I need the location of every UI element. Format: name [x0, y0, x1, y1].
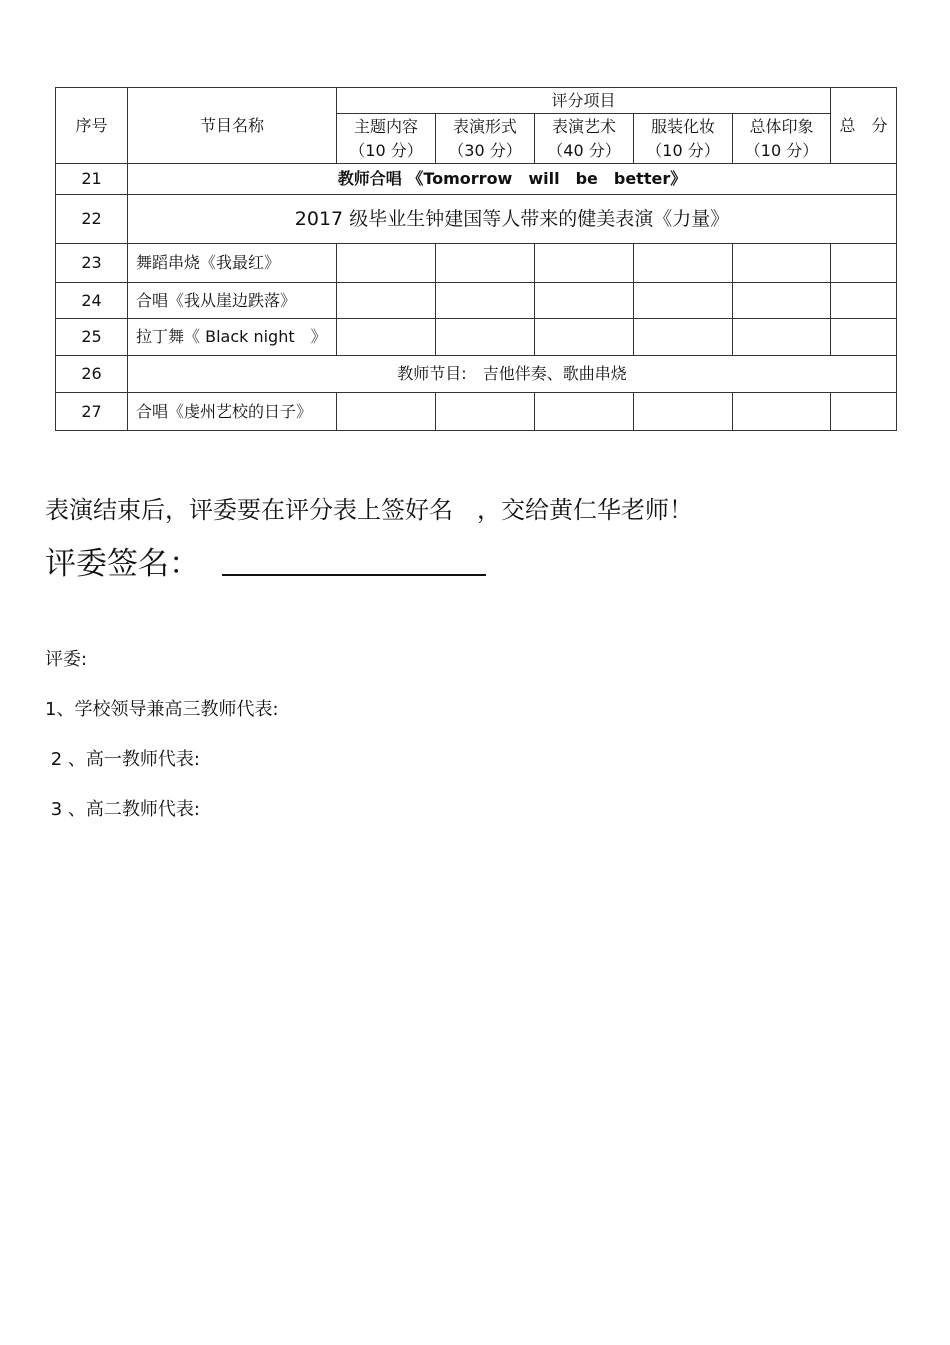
- row-seq: 22: [56, 195, 128, 244]
- header-item-theme: 主题内容 （10 分）: [337, 114, 436, 164]
- score-cell[interactable]: [733, 319, 831, 356]
- score-cell[interactable]: [436, 319, 535, 356]
- row-program-name: 拉丁舞《 Black night 》: [128, 319, 337, 356]
- table-row: [56, 244, 897, 283]
- score-cell[interactable]: [337, 319, 436, 356]
- score-cell[interactable]: [337, 393, 436, 431]
- header-item-art: 表演艺术 （40 分）: [535, 114, 634, 164]
- row-program-name: 合唱《我从崖边跌落》: [128, 283, 337, 319]
- judges-heading: 评委:: [45, 649, 88, 670]
- row-seq: 27: [56, 393, 128, 431]
- score-cell[interactable]: [436, 393, 535, 431]
- score-cell[interactable]: [634, 283, 733, 319]
- score-cell[interactable]: [634, 319, 733, 356]
- row-seq: 26: [56, 356, 128, 393]
- row-seq: 25: [56, 319, 128, 356]
- row-program-name: 教师节目: 吉他伴奏、歌曲串烧: [128, 356, 897, 393]
- scoring-table: [55, 87, 897, 431]
- total-cell[interactable]: [831, 393, 897, 431]
- table-row: [56, 164, 897, 195]
- score-cell[interactable]: [733, 283, 831, 319]
- total-cell[interactable]: [831, 244, 897, 283]
- header-total: 总 分: [831, 88, 897, 164]
- table-row: [56, 319, 897, 356]
- table-row: [56, 393, 897, 431]
- row-program-name: 2017 级毕业生钟建国等人带来的健美表演《力量》: [128, 195, 897, 244]
- score-cell[interactable]: [634, 244, 733, 283]
- row-program-name: 合唱《虔州艺校的日子》: [128, 393, 337, 431]
- score-cell[interactable]: [733, 244, 831, 283]
- table-row: [56, 356, 897, 393]
- score-cell[interactable]: [337, 244, 436, 283]
- header-item-form: 表演形式 （30 分）: [436, 114, 535, 164]
- notice-text: 表演结束后，评委要在评分表上签好名 ，交给黄仁华老师！: [45, 496, 693, 524]
- signature-line[interactable]: [222, 574, 486, 576]
- table-row: [56, 283, 897, 319]
- header-seq: 序号: [56, 88, 128, 164]
- total-cell[interactable]: [831, 283, 897, 319]
- score-cell[interactable]: [436, 283, 535, 319]
- score-cell[interactable]: [535, 319, 634, 356]
- row-program-name: 教师合唱 《Tomorrow will be better》: [128, 164, 897, 195]
- header-item-costume: 服装化妆 （10 分）: [634, 114, 733, 164]
- score-cell[interactable]: [733, 393, 831, 431]
- header-item-impression: 总体印象 （10 分）: [733, 114, 831, 164]
- row-seq: 24: [56, 283, 128, 319]
- total-cell[interactable]: [831, 319, 897, 356]
- header-program-name: 节目名称: [128, 88, 337, 164]
- score-cell[interactable]: [535, 244, 634, 283]
- header-scoring-items: 评分项目: [337, 88, 831, 114]
- judge-item: 3 、高二教师代表:: [45, 799, 200, 820]
- score-cell[interactable]: [436, 244, 535, 283]
- score-cell[interactable]: [535, 283, 634, 319]
- score-cell[interactable]: [337, 283, 436, 319]
- judge-item: 2 、高一教师代表:: [45, 749, 200, 770]
- row-seq: 23: [56, 244, 128, 283]
- row-program-name: 舞蹈串烧《我最红》: [128, 244, 337, 283]
- signature-label: 评委签名：: [45, 546, 200, 582]
- judge-item: 1、学校领导兼高三教师代表:: [45, 699, 279, 720]
- score-cell[interactable]: [535, 393, 634, 431]
- score-cell[interactable]: [634, 393, 733, 431]
- table-row: [56, 195, 897, 244]
- row-seq: 21: [56, 164, 128, 195]
